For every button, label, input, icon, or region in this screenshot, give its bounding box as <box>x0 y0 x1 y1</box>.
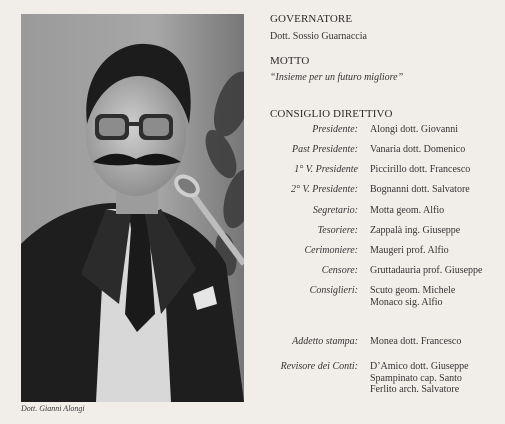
officer-name: Gruttadauria prof. Giuseppe <box>370 265 483 276</box>
officer-name: Bognanni dott. Salvatore <box>370 184 470 195</box>
officer-role: 1° V. Presidente <box>294 164 358 175</box>
officer-role: Censore: <box>321 265 358 276</box>
governatore-name: Dott. Sossio Guarnaccia <box>270 31 367 42</box>
governatore-heading: GOVERNATORE <box>270 13 353 25</box>
consiglio-heading: CONSIGLIO DIRETTIVO <box>270 108 393 120</box>
officer-row <box>250 285 500 311</box>
portrait-illustration <box>21 14 244 402</box>
officer-row <box>250 265 500 281</box>
officer-role: Revisore dei Conti: <box>280 361 358 372</box>
officer-names <box>370 164 470 176</box>
officer-row <box>250 205 500 221</box>
officer-name: Vanaria dott. Domenico <box>370 144 466 155</box>
officer-name: Scuto geom. Michele <box>370 285 456 296</box>
officer-names <box>370 265 482 277</box>
officer-names <box>370 225 460 237</box>
officer-name: Monea dott. Francesco <box>370 336 462 347</box>
officer-name: D’Amico dott. Giuseppe <box>370 361 469 372</box>
officer-row <box>250 164 500 180</box>
officer-name: Maugeri prof. Alfio <box>370 245 449 256</box>
officer-name: Spampinato cap. Santo <box>370 372 462 384</box>
officer-row <box>250 225 500 241</box>
officer-row <box>250 361 500 399</box>
officer-role: Segretario: <box>312 205 358 216</box>
officer-row <box>250 336 500 352</box>
officer-names <box>370 144 465 156</box>
officer-names <box>370 285 455 308</box>
officer-role: Past Presidente: <box>291 144 358 155</box>
officer-name: Motta geom. Alfio <box>370 205 445 216</box>
officer-name: Ferlito arch. Salvatore <box>370 384 460 395</box>
officer-role: Consiglieri: <box>309 285 358 296</box>
officer-name: Monaco sig. Alfio <box>370 296 443 308</box>
portrait-photo <box>21 14 244 402</box>
officer-names <box>370 184 470 196</box>
officer-row <box>250 245 500 261</box>
officer-name: Zappalà ing. Giuseppe <box>370 225 461 236</box>
officer-role: 2° V. Presidente: <box>290 184 358 195</box>
officer-names <box>370 245 449 257</box>
officer-role: Tesoriere: <box>317 225 358 236</box>
officer-name: Alongi dott. Giovanni <box>370 124 459 135</box>
motto-text: “Insieme per un futuro migliore” <box>270 72 404 83</box>
officer-names <box>370 361 469 396</box>
photo-caption: Dott. Gianni Alongi <box>21 404 85 413</box>
officer-row <box>250 144 500 160</box>
officer-name: Piccirillo dott. Francesco <box>370 164 471 175</box>
officer-role: Addetto stampa: <box>292 336 358 347</box>
officer-names <box>370 124 458 136</box>
officer-role: Cerimoniere: <box>304 245 358 256</box>
officer-names <box>370 336 461 348</box>
officer-row <box>250 184 500 200</box>
officer-names <box>370 205 444 217</box>
officer-row <box>250 124 500 140</box>
motto-heading: MOTTO <box>270 55 310 67</box>
officer-role: Presidente: <box>312 124 358 135</box>
